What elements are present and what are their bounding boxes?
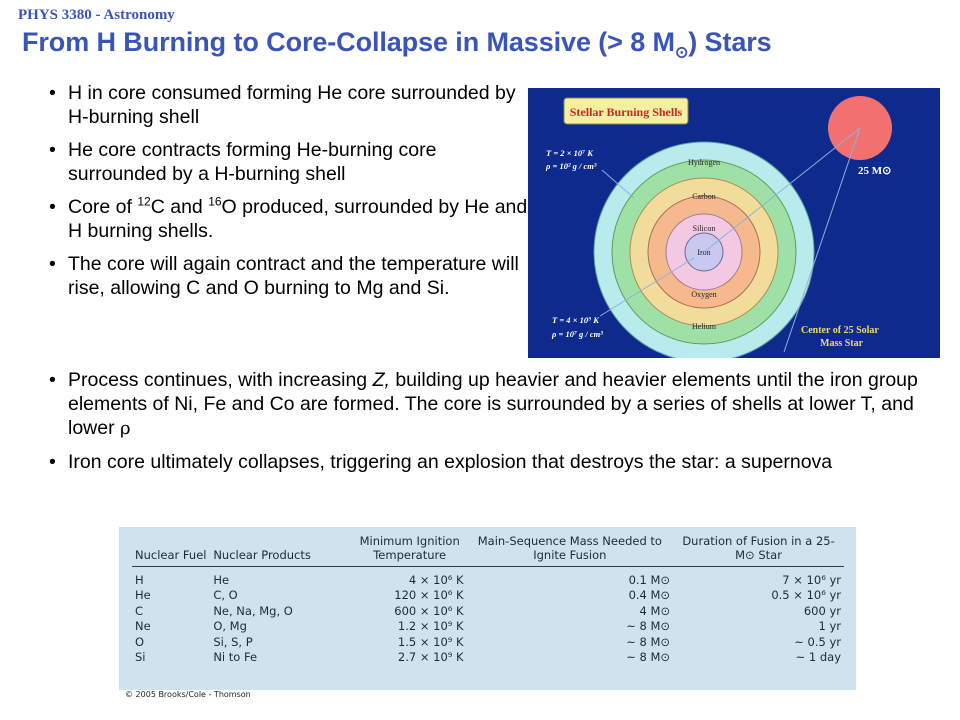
stellar-burning-shells-diagram	[528, 88, 940, 358]
course-label: PHYS 3380 - Astronomy	[18, 7, 175, 23]
outer-temperature: T = 2 × 10⁷ K	[546, 148, 593, 158]
rho-symbol: ρ	[120, 418, 131, 439]
table-row: O Si, S, P 1.5 × 10⁹ K ~ 8 M⊙ ~ 0.5 yr	[135, 634, 841, 649]
header-temperature: Minimum Ignition Temperature	[353, 531, 467, 567]
header-duration: Duration of Fusion in a 25-M⊙ Star	[673, 531, 844, 567]
bullet-list-bottom	[49, 368, 929, 483]
table-row: Si Ni to Fe 2.7 × 10⁹ K ~ 8 M⊙ ~ 1 day	[135, 650, 841, 665]
label-iron: Iron	[697, 248, 711, 257]
bullet-process-continues: • Process continues, with increasing Z, building up heavier and heavier elements until the iron group elements of Ni, Fe and Co are formed. The core is surrounded by a series of shells at lower T, and lower ρ	[49, 368, 929, 441]
label-hydrogen: Hydrogen	[688, 158, 720, 167]
outer-density: ρ = 10² g / cm³	[546, 161, 597, 171]
label-carbon: Carbon	[692, 192, 716, 201]
table-row: H He 4 × 10⁶ K 0.1 M⊙ 7 × 10⁶ yr	[135, 573, 841, 587]
copyright-note: © 2005 Brooks/Cole - Thomson	[125, 690, 251, 699]
center-caption-line2: Mass Star	[820, 338, 864, 349]
label-silicon: Silicon	[692, 224, 716, 233]
center-caption-line1: Center of 25 Solar	[801, 325, 879, 336]
bullet-he-core: • He core contracts forming He-burning core surrounded by a H-burning shell	[49, 138, 529, 186]
header-products: Nuclear Products	[210, 531, 352, 567]
slide-title: From H Burning to Core-Collapse in Massive (> 8 $M_⊙$) Stars	[22, 27, 772, 62]
header-mass: Main-Sequence Mass Needed to Ignite Fusion	[467, 531, 673, 567]
table-row: He C, O 120 × 10⁶ K 0.4 M⊙ 0.5 × 10⁶ yr	[135, 588, 841, 603]
sun-symbol: ⊙	[674, 44, 689, 62]
fusion-table-panel	[119, 527, 856, 690]
header-fuel: Nuclear Fuel	[132, 531, 210, 567]
label-oxygen: Oxygen	[691, 290, 717, 299]
label-helium: Helium	[692, 322, 716, 331]
fusion-table	[132, 531, 844, 665]
table-row: C Ne, Na, Mg, O 600 × 10⁶ K 4 M⊙ 600 yr	[135, 603, 841, 618]
bullet-contract: • The core will again contract and the temperature will rise, allowing C and O burning to Mg and Si.	[49, 252, 529, 300]
inner-density: ρ = 10⁷ g / cm³	[552, 329, 603, 339]
bullet-list-top	[49, 81, 529, 309]
diagram-title: Stellar Burning Shells	[569, 105, 683, 119]
bullet-c-o-core: • Core of $^{12}$C and $^{16}$O produced, surrounded by He and H burning shells.	[49, 195, 529, 243]
mass-label: 25 M⊙	[858, 165, 892, 177]
bullet-h-core: • H in core consumed forming He core surrounded by H-burning shell	[49, 81, 529, 129]
inner-temperature: T = 4 × 10⁹ K	[552, 315, 599, 325]
bullet-iron-collapse: • Iron core ultimately collapses, triggering an explosion that destroys the star: a supernova	[49, 450, 929, 474]
table-row: Ne O, Mg 1.2 × 10⁹ K ~ 8 M⊙ 1 yr	[135, 619, 841, 634]
